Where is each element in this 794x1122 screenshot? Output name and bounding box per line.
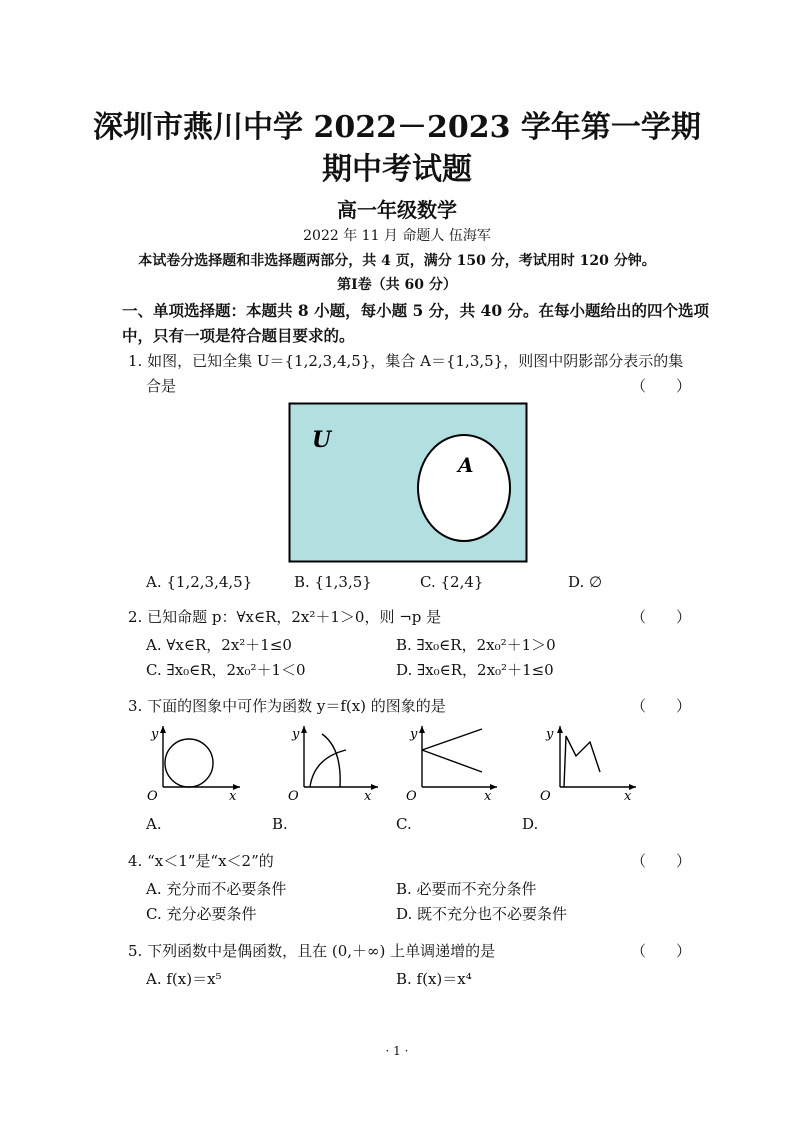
q3-graph-b: [286, 722, 386, 802]
q4-answer-blank[interactable]: （ ）: [631, 852, 692, 870]
q2-option-d[interactable]: D. ∃x₀∈R，2x₀²＋1≤0: [396, 661, 554, 679]
svg-text:x: x: [624, 789, 632, 802]
date-author: 2022 年 11 月 命题人 伍海军: [303, 228, 491, 244]
q5-stem: 5. 下列函数中是偶函数，且在 (0,＋∞) 上单调递增的是: [128, 942, 496, 960]
q1-stem-line2: 合是: [146, 377, 177, 395]
set-a-ellipse: [418, 435, 510, 541]
volume-label: 第Ⅰ卷（共 60 分）: [337, 277, 457, 293]
q1-option-a[interactable]: A. {1,2,3,4,5}: [146, 573, 253, 591]
svg-text:y: y: [546, 727, 554, 742]
subject-title: 高一年级数学: [337, 198, 457, 222]
section1-heading-line2: 中，只有一项是符合题目要求的。: [122, 326, 355, 345]
instructions: 本试卷分选择题和非选择题两部分，共 4 页，满分 150 分，考试用时 120 分钟。: [138, 253, 656, 269]
q1-option-d[interactable]: D. ∅: [568, 573, 603, 591]
venn-diagram: [288, 402, 530, 566]
q3-graph-c: [404, 722, 504, 802]
q3-graph-a: [145, 722, 245, 802]
q4-stem: 4. “x＜1”是“x＜2”的: [128, 852, 274, 870]
svg-text:y: y: [151, 727, 159, 742]
q5-option-a[interactable]: A. f(x)＝x⁵: [146, 970, 222, 988]
u-label: U: [312, 427, 332, 453]
svg-text:O: O: [147, 789, 158, 802]
q1-option-b[interactable]: B. {1,3,5}: [294, 573, 372, 591]
svg-text:x: x: [484, 789, 492, 802]
q3-option-b[interactable]: B.: [272, 815, 288, 833]
svg-text:O: O: [288, 789, 299, 802]
q5-answer-blank[interactable]: （ ）: [631, 942, 692, 960]
q1-stem-line1: 1. 如图，已知全集 U＝{1,2,3,4,5}，集合 A＝{1,3,5}，则图中阴影部分表示的集: [128, 352, 684, 370]
graph-a-circle: [165, 739, 213, 787]
svg-text:O: O: [406, 789, 417, 802]
svg-text:O: O: [540, 789, 551, 802]
q4-option-c[interactable]: C. 充分必要条件: [146, 905, 257, 923]
q4-option-a[interactable]: A. 充分而不必要条件: [146, 880, 287, 898]
q1-option-c[interactable]: C. {2,4}: [420, 573, 484, 591]
q4-option-b[interactable]: B. 必要而不充分条件: [396, 880, 537, 898]
q3-stem: 3. 下面的图象中可作为函数 y＝f(x) 的图象的是: [128, 697, 446, 715]
svg-text:x: x: [229, 789, 237, 802]
page-number: · 1 ·: [385, 1044, 409, 1058]
q2-option-c[interactable]: C. ∃x₀∈R，2x₀²＋1＜0: [146, 661, 306, 679]
q3-option-d[interactable]: D.: [522, 815, 539, 833]
q2-answer-blank[interactable]: （ ）: [631, 608, 692, 626]
graph-c-ray-1: [422, 729, 482, 750]
q2-option-a[interactable]: A. ∀x∈R，2x²＋1≤0: [146, 636, 292, 654]
svg-text:x: x: [364, 789, 372, 802]
q2-option-b[interactable]: B. ∃x₀∈R，2x₀²＋1＞0: [396, 636, 556, 654]
section1-heading-line1: 一、单项选择题：本题共 8 小题，每小题 5 分，共 40 分。在每小题给出的四个选项: [122, 301, 710, 320]
q1-answer-blank[interactable]: （ ）: [631, 377, 692, 395]
svg-text:y: y: [292, 727, 300, 742]
svg-text:y: y: [410, 727, 418, 742]
q4-option-d[interactable]: D. 既不充分也不必要条件: [396, 905, 568, 923]
q3-option-c[interactable]: C.: [396, 815, 412, 833]
q2-stem: 2. 已知命题 p：∀x∈R，2x²＋1＞0，则 ¬p 是: [128, 608, 442, 626]
q5-option-b[interactable]: B. f(x)＝x⁴: [396, 970, 472, 988]
q3-option-a[interactable]: A.: [146, 815, 162, 833]
graph-d-polyline: [564, 736, 600, 787]
q3-graph-d: [538, 722, 643, 802]
exam-title-line1: 深圳市燕川中学 2022－2023 学年第一学期: [93, 110, 701, 145]
graph-c-ray-2: [422, 750, 482, 772]
exam-title-line2: 期中考试题: [322, 152, 472, 187]
q3-answer-blank[interactable]: （ ）: [631, 697, 692, 715]
a-label: A: [458, 453, 474, 477]
